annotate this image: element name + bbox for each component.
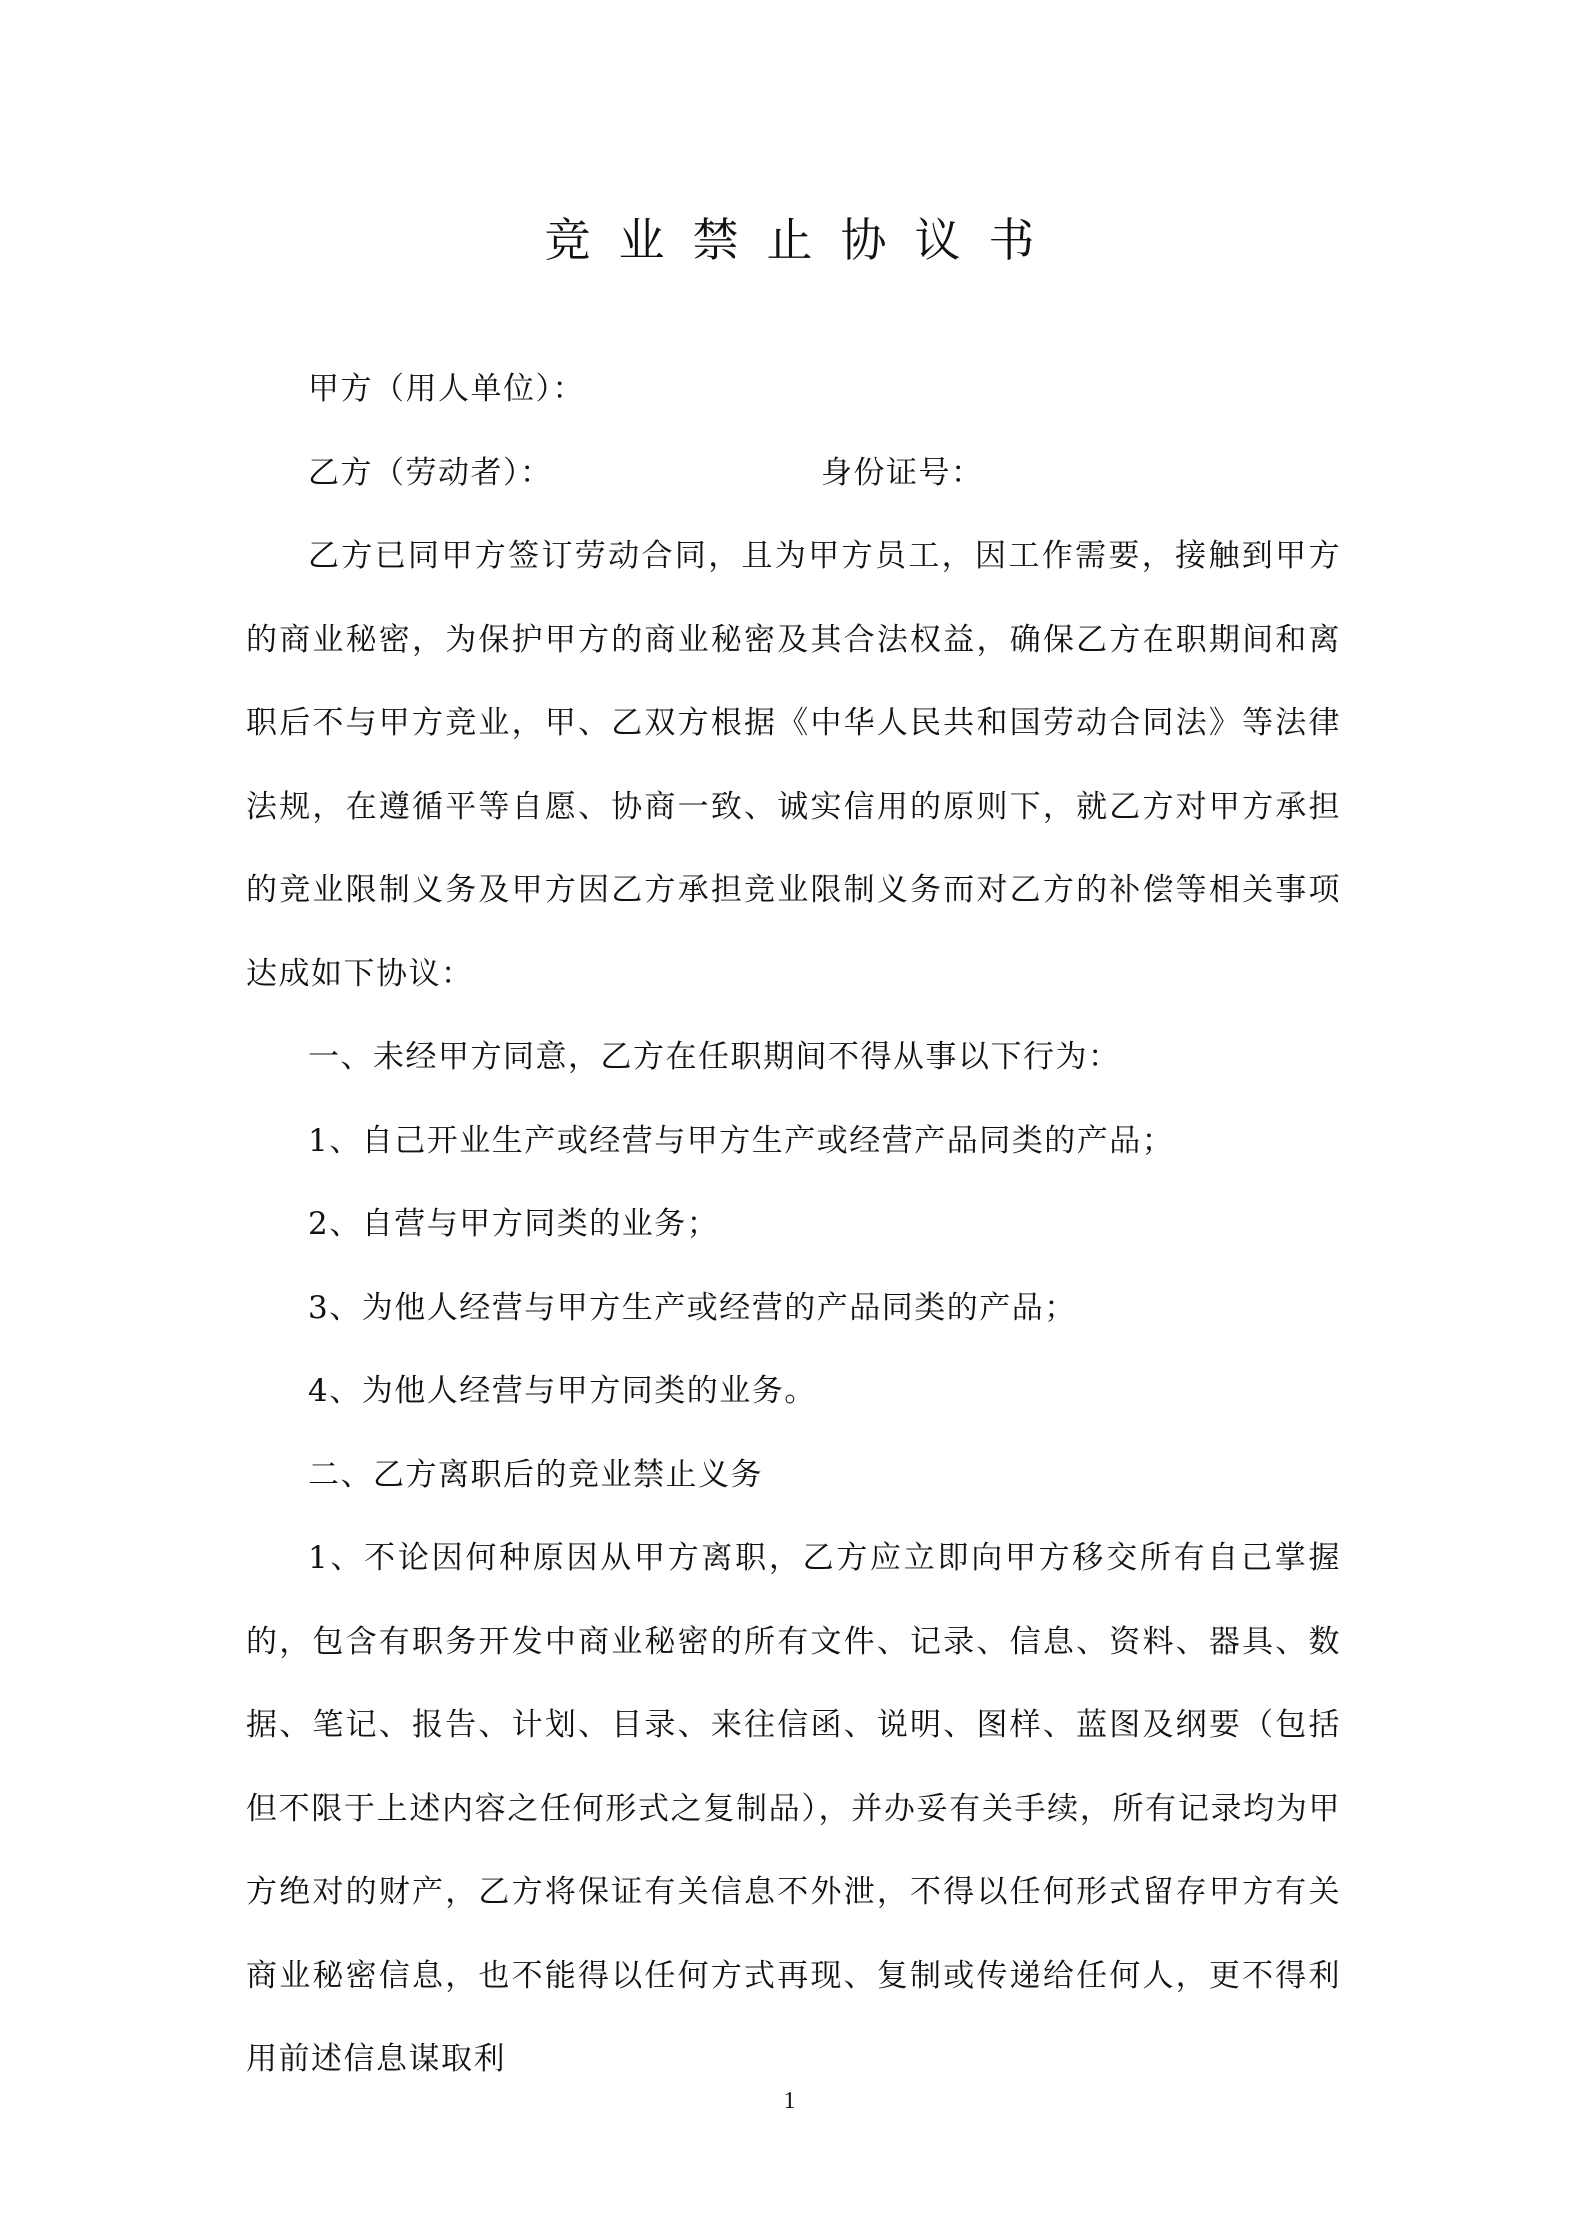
- party-a-line: 甲方（用人单位）：: [308, 371, 585, 407]
- section-one-heading: 一、未经甲方同意，乙方在任职期间不得从事以下行为：: [308, 1039, 1121, 1075]
- section-one-item-1: 1、自己开业生产或经营与甲方生产或经营产品同类的产品；: [308, 1122, 1175, 1159]
- party-b-label: 乙方（劳动者）：: [308, 454, 553, 491]
- preamble-paragraph: 乙方已同甲方签订劳动合同，且为甲方员工，因工作需要，接触到甲方的商业秘密，为保护甲方的商业秘密及其合法权益，确保乙方在职期间和离职后不与甲方竞业，甲、乙双方根据《中华人民共和国劳动合同法》等法律法规，在遵循平等自愿、协商一致、诚实信用的原则下，就乙方对甲方承担的竞业限制义务及甲方因乙方承担竞业限制义务而对乙方的补偿等相关事项达成如下协议：: [246, 538, 1341, 992]
- section-two-item-1: 1、不论因何种原因从甲方离职，乙方应立即向甲方移交所有自己掌握的，包含有职务开发中商业秘密的所有文件、记录、信息、资料、器具、数据、笔记、报告、计划、目录、来往信函、说明、图样、蓝图及纲要（包括但不限于上述内容之任何形式之复制品），并办妥有关手续，所有记录均为甲方绝对的财产，乙方将保证有关信息不外泄，不得以任何形式留存甲方有关商业秘密信息，也不能得以任何方式再现、复制或传递给任何人，更不得利用前述信息谋取利: [246, 1540, 1341, 2077]
- section-one-item-2: 2、自营与甲方同类的业务；: [308, 1206, 720, 1242]
- document-body: [246, 348, 1341, 2102]
- document-title: 竞业禁止协议书: [544, 213, 1063, 267]
- page-number: 1: [783, 2088, 796, 2114]
- section-one-item-4: 4、为他人经营与甲方同类的业务。: [308, 1373, 817, 1409]
- section-two-heading: 二、乙方离职后的竞业禁止义务: [308, 1456, 763, 1493]
- id-number-label: 身份证号：: [821, 454, 984, 491]
- section-one-item-3: 3、为他人经营与甲方生产或经营的产品同类的产品；: [308, 1289, 1077, 1326]
- party-b-line: [246, 432, 1341, 516]
